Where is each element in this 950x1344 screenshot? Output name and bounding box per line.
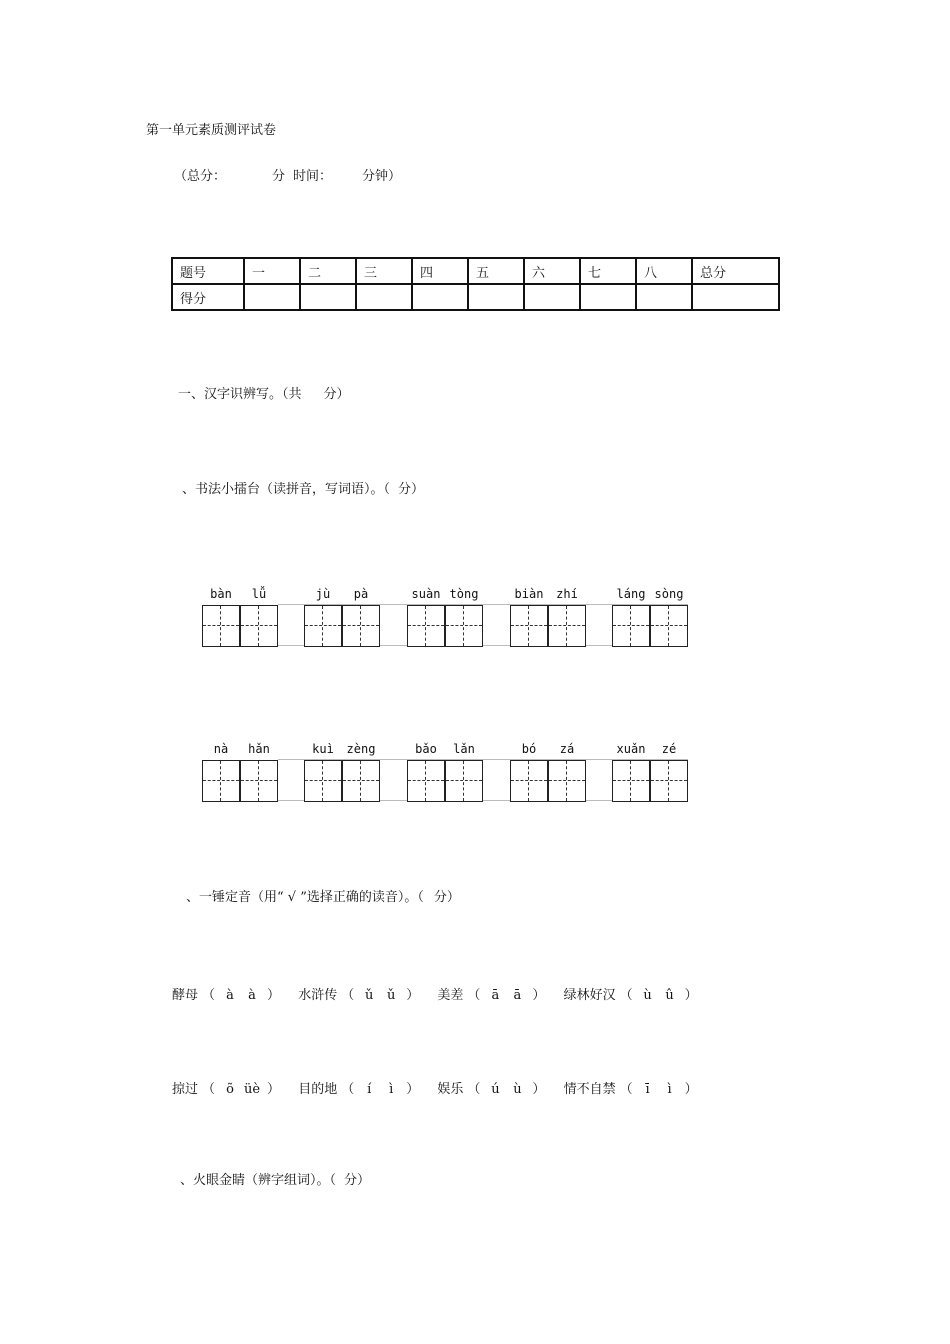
score-cell[interactable] bbox=[580, 284, 636, 310]
writing-box[interactable] bbox=[650, 760, 688, 802]
writing-box[interactable] bbox=[548, 760, 586, 802]
section1-heading-text: 一、汉字识辨写。（共 bbox=[178, 387, 302, 402]
pinyin-word-group bbox=[407, 740, 483, 802]
choice-option[interactable]: ī bbox=[645, 1082, 650, 1097]
choice-word: 绿林好汉 bbox=[563, 988, 616, 1003]
pinyin-label: pà bbox=[353, 587, 369, 601]
choice-item: 美差 （ ā ā ） bbox=[437, 988, 546, 1003]
choice-option[interactable]: ǔ bbox=[365, 988, 374, 1003]
choice-line-2 bbox=[172, 1078, 712, 1097]
q2-heading-text: 、一锤定音（用“ √ ”选择正确的读音）。（ bbox=[186, 890, 424, 905]
choice-option[interactable]: ā bbox=[491, 988, 500, 1003]
choice-item: 目的地 （ í ì ） bbox=[298, 1082, 420, 1097]
q3-heading-text: 、火眼金睛（辨字组词）。（ bbox=[180, 1173, 337, 1188]
pinyin-label: zé bbox=[661, 742, 677, 756]
q2-heading bbox=[186, 890, 460, 906]
writing-box[interactable] bbox=[510, 605, 548, 647]
choice-option[interactable]: ù bbox=[513, 1082, 522, 1097]
pinyin-label: biàn bbox=[514, 587, 544, 601]
writing-box[interactable] bbox=[548, 605, 586, 647]
choice-item: 水浒传 （ ǔ ǔ ） bbox=[298, 988, 420, 1003]
score-table-header-cell: 五 bbox=[468, 258, 524, 284]
pinyin-label: kuì bbox=[312, 742, 334, 756]
choice-word: 酵母 bbox=[172, 988, 199, 1003]
choice-line-1 bbox=[172, 984, 712, 1003]
score-table-header-cell: 八 bbox=[636, 258, 692, 284]
time-unit: 分钟） bbox=[362, 169, 402, 184]
q3-heading bbox=[180, 1173, 370, 1189]
score-table-header-cell: 一 bbox=[244, 258, 300, 284]
pinyin-word-group bbox=[612, 740, 688, 802]
score-cell[interactable] bbox=[636, 284, 692, 310]
pinyin-label: zèng bbox=[346, 742, 376, 756]
page-title: 第一单元素质测评试卷 bbox=[146, 123, 277, 138]
score-table-header-cell: 三 bbox=[356, 258, 412, 284]
choice-option[interactable]: üè bbox=[243, 1082, 261, 1097]
choice-option[interactable]: ì bbox=[389, 1082, 394, 1097]
choice-option[interactable]: ú bbox=[491, 1082, 500, 1097]
score-table-score-row bbox=[172, 284, 779, 310]
writing-box[interactable] bbox=[202, 605, 240, 647]
choice-option[interactable]: ā bbox=[513, 988, 522, 1003]
writing-box[interactable] bbox=[342, 605, 380, 647]
q1-heading-end: 分） bbox=[398, 482, 425, 497]
section1-heading bbox=[178, 387, 350, 403]
writing-box[interactable] bbox=[240, 760, 278, 802]
choice-item: 掠过 （ õ üè ） bbox=[172, 1082, 281, 1097]
choice-word: 水浒传 bbox=[298, 988, 338, 1003]
writing-box[interactable] bbox=[650, 605, 688, 647]
writing-box[interactable] bbox=[342, 760, 380, 802]
choice-option[interactable]: ǔ bbox=[387, 988, 396, 1003]
pinyin-label: tòng bbox=[449, 587, 479, 601]
writing-box[interactable] bbox=[510, 760, 548, 802]
score-cell[interactable] bbox=[412, 284, 468, 310]
pinyin-row-2 bbox=[202, 740, 692, 810]
choice-option[interactable]: à bbox=[226, 988, 234, 1003]
score-cell[interactable] bbox=[692, 284, 779, 310]
writing-box[interactable] bbox=[304, 605, 342, 647]
time-label: 时间： bbox=[293, 169, 333, 184]
choice-word: 美差 bbox=[437, 988, 464, 1003]
pinyin-word-group bbox=[510, 740, 586, 802]
pinyin-word-group bbox=[202, 740, 278, 802]
score-cell[interactable] bbox=[524, 284, 580, 310]
pinyin-label: bàn bbox=[210, 587, 232, 601]
choice-item: 酵母 （ à à ） bbox=[172, 988, 281, 1003]
pinyin-label: zhí bbox=[556, 587, 578, 601]
score-table bbox=[171, 257, 780, 311]
pinyin-label: láng bbox=[616, 587, 646, 601]
score-row-label: 得分 bbox=[172, 284, 244, 310]
pinyin-label: hǎn bbox=[248, 742, 270, 756]
choice-item: 情不自禁 （ ī ì ） bbox=[563, 1082, 698, 1097]
pinyin-label: zá bbox=[559, 742, 575, 756]
pinyin-label: lǚ bbox=[251, 587, 267, 601]
total-score-label: （总分： bbox=[174, 169, 227, 184]
total-score-unit: 分 bbox=[272, 169, 286, 184]
q2-heading-end: 分） bbox=[433, 890, 460, 905]
score-table-header-row bbox=[172, 258, 779, 284]
pinyin-word-group bbox=[612, 585, 688, 647]
pinyin-word-group bbox=[304, 740, 380, 802]
pinyin-label: nà bbox=[213, 742, 229, 756]
score-table-header-cell: 七 bbox=[580, 258, 636, 284]
q3-heading-end: 分） bbox=[344, 1173, 371, 1188]
score-cell[interactable] bbox=[468, 284, 524, 310]
pinyin-label: bó bbox=[521, 742, 537, 756]
choice-option[interactable]: ù bbox=[643, 988, 652, 1003]
choice-option[interactable]: í bbox=[367, 1082, 372, 1097]
writing-box[interactable] bbox=[445, 605, 483, 647]
writing-box[interactable] bbox=[445, 760, 483, 802]
pinyin-label: sòng bbox=[654, 587, 684, 601]
pinyin-label: jù bbox=[315, 587, 331, 601]
choice-option[interactable]: û bbox=[665, 988, 674, 1003]
writing-box[interactable] bbox=[202, 760, 240, 802]
writing-box[interactable] bbox=[612, 760, 650, 802]
pinyin-word-group bbox=[510, 585, 586, 647]
choice-word: 娱乐 bbox=[437, 1082, 464, 1097]
score-table-header-cell: 总分 bbox=[692, 258, 779, 284]
pinyin-row-1 bbox=[202, 585, 692, 655]
pinyin-label: xuǎn bbox=[616, 742, 646, 756]
section1-heading-end: 分） bbox=[323, 387, 350, 402]
choice-item: 娱乐 （ ú ù ） bbox=[437, 1082, 546, 1097]
pinyin-label: suàn bbox=[411, 587, 441, 601]
score-cell[interactable] bbox=[244, 284, 300, 310]
pinyin-word-group bbox=[202, 585, 278, 647]
score-cell[interactable] bbox=[356, 284, 412, 310]
score-table-header-cell: 二 bbox=[300, 258, 356, 284]
choice-option[interactable]: ì bbox=[667, 1082, 672, 1097]
pinyin-label: lǎn bbox=[453, 742, 475, 756]
q1-heading-text: 、书法小擂台（读拼音，写词语）。（ bbox=[182, 482, 391, 497]
choice-option[interactable]: õ bbox=[226, 1082, 234, 1097]
writing-box[interactable] bbox=[612, 605, 650, 647]
choice-word: 情不自禁 bbox=[563, 1082, 616, 1097]
pinyin-word-group bbox=[407, 585, 483, 647]
q1-heading bbox=[182, 482, 424, 498]
choice-option[interactable]: à bbox=[248, 988, 256, 1003]
score-table-header-cell: 四 bbox=[412, 258, 468, 284]
choice-word: 目的地 bbox=[298, 1082, 338, 1097]
score-table-header-cell: 六 bbox=[524, 258, 580, 284]
score-cell[interactable] bbox=[300, 284, 356, 310]
writing-box[interactable] bbox=[407, 605, 445, 647]
writing-box[interactable] bbox=[407, 760, 445, 802]
pinyin-label: bǎo bbox=[415, 742, 437, 756]
writing-box[interactable] bbox=[304, 760, 342, 802]
choice-word: 掠过 bbox=[172, 1082, 199, 1097]
choice-item: 绿林好汉 （ ù û ） bbox=[563, 988, 698, 1003]
pinyin-word-group bbox=[304, 585, 380, 647]
score-info bbox=[174, 169, 401, 185]
score-table-header-cell: 题号 bbox=[172, 258, 244, 284]
writing-box[interactable] bbox=[240, 605, 278, 647]
